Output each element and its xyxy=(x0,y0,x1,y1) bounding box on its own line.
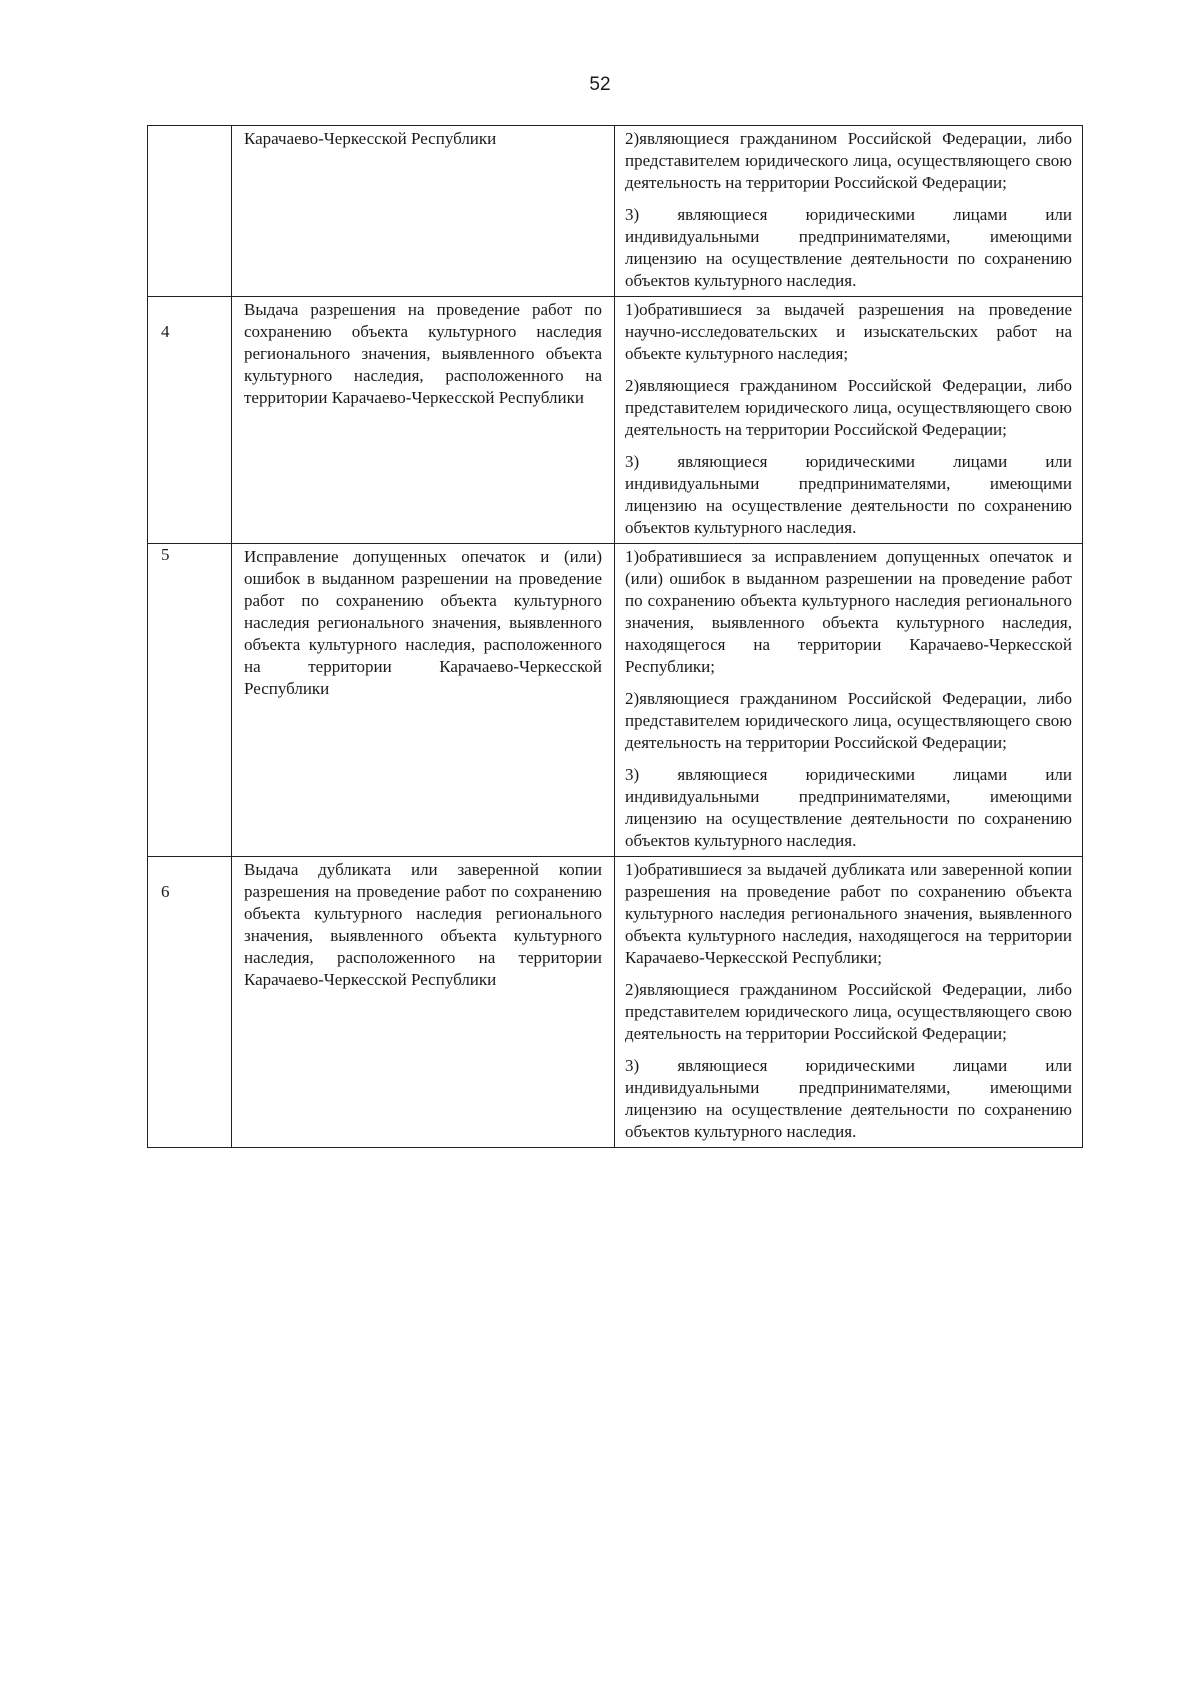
service-name: Выдача разрешения на проведение работ по сохранению объекта культурного наследия регионального значения, выявленного объекта культурного наследия, расположенного на территории Карачаево-Черкесской Республики xyxy=(232,297,615,544)
applicant-item: 2)являющиеся гражданином Российской Федерации, либо представителем юридического лица, осуществляющего свою деятельность на территории Российской Федерации; xyxy=(625,129,1072,192)
service-name: Карачаево-Черкесской Республики xyxy=(232,126,615,297)
applicant-item: 3) являющиеся юридическими лицами или индивидуальными предпринимателями, имеющими лицензию на осуществление деятельности по сохранению объектов культурного наследия. xyxy=(625,205,1072,290)
applicant-item: 3) являющиеся юридическими лицами или индивидуальными предпринимателями, имеющими лицензию на осуществление деятельности по сохранению объектов культурного наследия. xyxy=(625,765,1072,850)
applicant-list xyxy=(615,857,1083,1148)
row-number: 4 xyxy=(148,297,232,544)
applicant-list xyxy=(615,297,1083,544)
table-row xyxy=(148,857,1083,1148)
applicant-item: 2)являющиеся гражданином Российской Федерации, либо представителем юридического лица, осуществляющего свою деятельность на территории Российской Федерации; xyxy=(625,689,1072,752)
services-table xyxy=(147,125,1083,1148)
applicant-list xyxy=(615,544,1083,857)
row-number: 5 xyxy=(148,544,232,857)
applicant-item: 2)являющиеся гражданином Российской Федерации, либо представителем юридического лица, осуществляющего свою деятельность на территории Российской Федерации; xyxy=(625,980,1072,1043)
applicant-item: 3) являющиеся юридическими лицами или индивидуальными предпринимателями, имеющими лицензию на осуществление деятельности по сохранению объектов культурного наследия. xyxy=(625,1056,1072,1141)
applicant-item: 3) являющиеся юридическими лицами или индивидуальными предпринимателями, имеющими лицензию на осуществление деятельности по сохранению объектов культурного наследия. xyxy=(625,452,1072,537)
service-name: Исправление допущенных опечаток и (или) ошибок в выданном разрешении на проведение работ по сохранению объекта культурного наследия регионального значения, выявленного объекта культурного наследия, расположенного на территории Карачаево-Черкесской Республики xyxy=(232,544,615,857)
table-row xyxy=(148,544,1083,857)
table-row xyxy=(148,126,1083,297)
service-name: Выдача дубликата или заверенной копии разрешения на проведение работ по сохранению объекта культурного наследия регионального значения, выявленного объекта культурного наследия, расположенного на территории Карачаево-Черкесской Республики xyxy=(232,857,615,1148)
applicant-item: 1)обратившиеся за исправлением допущенных опечаток и (или) ошибок в выданном разрешении на проведение работ по сохранению объекта культурного наследия регионального значения, выявленного объекта культурного наследия, находящегося на территории Карачаево-Черкесской Республики; xyxy=(625,547,1072,676)
applicant-item: 2)являющиеся гражданином Российской Федерации, либо представителем юридического лица, осуществляющего свою деятельность на территории Российской Федерации; xyxy=(625,376,1072,439)
applicant-item: 1)обратившиеся за выдачей дубликата или заверенной копии разрешения на проведение работ по сохранению объекта культурного наследия регионального значения, выявленного объекта культурного наследия, находящегося на территории Карачаево-Черкесской Республики; xyxy=(625,860,1072,967)
applicant-list xyxy=(615,126,1083,297)
page-number: 52 xyxy=(589,74,611,95)
table-row xyxy=(148,297,1083,544)
row-number xyxy=(148,126,232,297)
applicant-item: 1)обратившиеся за выдачей разрешения на проведение научно-исследовательских и изыскательских работ на объекте культурного наследия; xyxy=(625,300,1072,363)
row-number: 6 xyxy=(148,857,232,1148)
